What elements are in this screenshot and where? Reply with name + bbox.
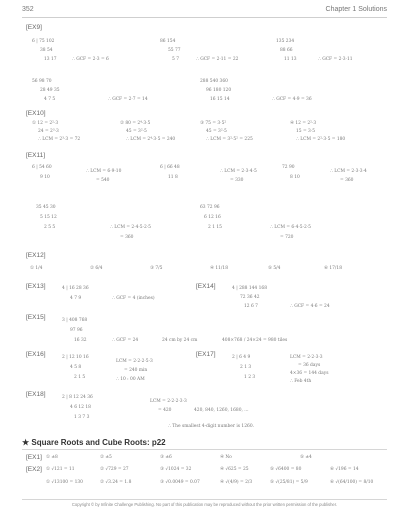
ex11-p5-ans: ∴ LCM = 6·4·5·2·5 [270,225,311,230]
ex2-1: ① √121 = 11 [46,467,75,472]
ex2-3: ③ √1024 = 32 [160,467,192,472]
ex9-p3-ans: ∴ GCF = 2·3·11 [318,57,353,62]
section-ex17: [EX17] [196,351,216,358]
ex12-4: ④ 11/18 [210,266,228,271]
ex9-p3-r2: 88 66 [280,48,293,53]
ex9-p1-r1: 6 | 75 102 [32,39,55,44]
roots-rule [22,449,387,450]
ex18-r1: 2 | 8 12 24 36 [62,395,93,400]
ex10-c-1: ③ 75 = 3·5² [200,121,227,126]
ex2-7: ① √13100 = 130 [46,480,83,485]
ex12-1: ① 1/4 [30,266,43,271]
section-ex9: [EX9] [26,24,42,31]
ex15-r2: 97 96 [70,328,83,333]
ex13-ans: ∴ GCF = 4 (inches) [112,296,155,301]
ex10-c-2: 45 = 3²·5 [206,129,227,134]
ex16-r2: 4 5 8 [70,365,82,370]
ex9-p1-ans: ∴ GCF = 2·3 = 6 [72,57,109,62]
ex1-5: ⑤ ±4 [300,455,312,460]
ex10-a-2: 24 = 2³·3 [38,129,59,134]
ex9-p4-r2: 28 49 35 [40,88,60,93]
ex9-p3-r3: 11 13 [284,57,297,62]
ex11-p1-r2: 9 10 [40,175,50,180]
ex2-5: ⑤ √6400 = 80 [270,467,302,472]
ex15-r1: 3 | 408 768 [62,318,88,323]
ex9-p5-r2: 96 180 120 [206,88,232,93]
ex16-ans: LCM = 2·2·2·5·3 [116,359,153,364]
section-ex13: [EX13] [26,283,46,290]
ex13-r2: 4 7 9 [70,296,82,301]
ex10-d-1: ④ 12 = 2²·3 [290,121,317,126]
ex11-p4-r3: 2 5 5 [44,225,56,230]
ex11-p2-ans2: = 330 [230,178,244,183]
ex14-ans: ∴ GCF = 4·6 = 24 [290,304,330,309]
ex1-4: ④ No [220,455,232,460]
ex12-6: ⑥ 17/18 [324,266,342,271]
ex9-p5-r1: 288 540 360 [200,79,228,84]
ex10-d-3: ∴ LCM = 2²·3·5 = 180 [296,137,346,142]
ex18-seq: 420, 840, 1260, 1680, ... [194,408,249,413]
ex10-b-3: ∴ LCM = 2⁴·3·5 = 240 [126,137,176,142]
ex16-ans2: = 240 min [124,368,148,373]
ex11-p1-ans: ∴ LCM = 6·9·10 [86,169,122,174]
ex10-c-3: ∴ LCM = 3²·5² = 225 [206,137,253,142]
ex17-ans3: 4×36 = 144 days [290,371,329,376]
ex9-p2-r2: 55 77 [168,48,181,53]
ex15-r3: 16 32 [74,338,87,343]
ex11-p1-r1: 6 | 54 60 [32,165,52,170]
ex9-p5-r3: 16 15 14 [210,97,230,102]
ex11-p2-r2: 11 8 [168,175,178,180]
section-ex2: [EX2] [26,466,42,473]
ex16-r3: 2 1 5 [74,375,86,380]
ex2-9: ③ √0.0049 = 0.07 [160,480,200,485]
ex2-2: ② √729 = 27 [100,467,129,472]
ex10-a-3: ∴ LCM = 2³·3 = 72 [38,137,81,142]
ex1-3: ③ ±6 [160,455,172,460]
ex15-frac: 408×768 / 24×24 = 980 tiles [222,338,288,343]
roots-title: ★ Square Roots and Cube Roots: p22 [22,438,166,447]
ex11-p1-ans2: = 540 [96,178,110,183]
chapter-title: Chapter 1 Solutions [325,6,387,13]
ex1-1: ① ±8 [46,455,58,460]
ex12-5: ⑤ 5/4 [268,266,281,271]
ex11-p2-r1: 6 | 66 48 [160,165,180,170]
ex15-ans: ∴ GCF = 24 [112,338,139,343]
ex11-p3-r1: 72 90 [282,165,295,170]
ex14-r2: 72 36 42 [240,295,260,300]
ex10-a-1: ① 12 = 2²·3 [32,121,59,126]
ex2-12: ⑥ √(64/100) = 8/10 [330,480,374,485]
ex17-r2: 2 1 3 [240,365,252,370]
ex18-ans2: = 420 [158,408,172,413]
ex15-note: 24 cm by 24 cm [162,338,198,343]
ex11-p4-r2: 5 15 12 [40,215,57,220]
ex10-b-2: 45 = 3²·5 [126,129,147,134]
ex11-p3-ans: ∴ LCM = 2·3·3·4 [330,169,367,174]
ex11-p4-ans2: = 360 [120,235,134,240]
ex17-ans2: = 36 days [298,363,321,368]
ex9-p2-r1: 86 154 [160,39,176,44]
ex2-11: ⑤ √(25/81) = 5/9 [270,480,308,485]
ex18-r3: 1 3 7 3 [74,415,90,420]
ex9-p1-r3: 13 17 [44,57,57,62]
ex11-p5-r1: 63 72 96 [200,205,220,210]
section-ex10: [EX10] [26,110,46,117]
section-ex12: [EX12] [26,252,46,259]
ex16-ans3: ∴ 10 : 00 AM [116,377,145,382]
ex11-p3-ans2: = 360 [340,178,354,183]
ex17-r1: 2 | 6 4 9 [232,355,251,360]
ex10-d-2: 15 = 3·5 [296,129,316,134]
ex17-ans: LCM = 2·2·3·3 [290,355,323,360]
ex17-r3: 1 2 3 [244,375,256,380]
ex9-p3-r1: 135 234 [276,39,295,44]
ex18-ans: LCM = 2·2·2·3·3 [150,399,187,404]
page-number: 352 [22,6,34,13]
ex9-p1-r2: 38 54 [40,48,53,53]
ex9-p4-r3: 4 7 5 [44,97,56,102]
ex17-ans4: ∴ Feb 4th [290,379,312,384]
ex9-p2-ans: ∴ GCF = 2·11 = 22 [196,57,239,62]
ex2-6: ⑥ √196 = 14 [330,467,359,472]
ex11-p5-ans2: = 720 [280,235,294,240]
section-ex15: [EX15] [26,314,46,321]
ex11-p3-r2: 8 10 [290,175,300,180]
ex18-note: ∴ The smallest 4-digit number is 1260. [168,424,255,429]
ex11-p5-r3: 2 1 15 [208,225,222,230]
ex11-p2-ans: ∴ LCM = 2·3·4·5 [220,169,257,174]
section-ex18: [EX18] [26,391,46,398]
copyright-footer: Copyright © by Infinite Challenge Publishing. No part of this publication may be reproduced without the prior written permission of the publisher. [71,502,338,507]
section-ex1: [EX1] [26,454,42,461]
section-ex11: [EX11] [26,152,46,159]
section-ex14: [EX14] [196,283,216,290]
ex18-r2: 4 6 12 18 [70,405,91,410]
ex1-2: ② ±5 [100,455,112,460]
ex2-10: ④ √(4/9) = 2/3 [220,480,253,485]
ex12-3: ③ 7/5 [150,266,163,271]
footer-rule [22,499,387,500]
header-rule [22,17,387,18]
section-ex16: [EX16] [26,351,46,358]
ex16-r1: 2 | 12 10 16 [62,355,89,360]
ex14-r1: 4 | 288 144 168 [232,286,267,291]
ex11-p4-ans: ∴ LCM = 2·4·5·2·5 [110,225,151,230]
ex9-p4-r1: 56 98 70 [32,79,52,84]
ex9-p4-ans: ∴ GCF = 2·7 = 14 [108,97,148,102]
ex12-2: ② 6/4 [90,266,103,271]
ex11-p5-r2: 6 12 16 [204,215,221,220]
ex9-p5-ans: ∴ GCF = 4·9 = 36 [272,97,312,102]
ex11-p4-r1: 35 45 30 [36,205,56,210]
ex10-b-1: ② 80 = 2⁴·3·5 [120,121,151,126]
ex2-8: ② √3.24 = 1.8 [100,480,132,485]
ex9-p2-r3: 5 7 [172,57,179,62]
ex13-r1: 4 | 16 28 36 [62,286,89,291]
ex14-r3: 12 6 7 [244,304,258,309]
ex2-4: ④ √625 = 25 [220,467,249,472]
